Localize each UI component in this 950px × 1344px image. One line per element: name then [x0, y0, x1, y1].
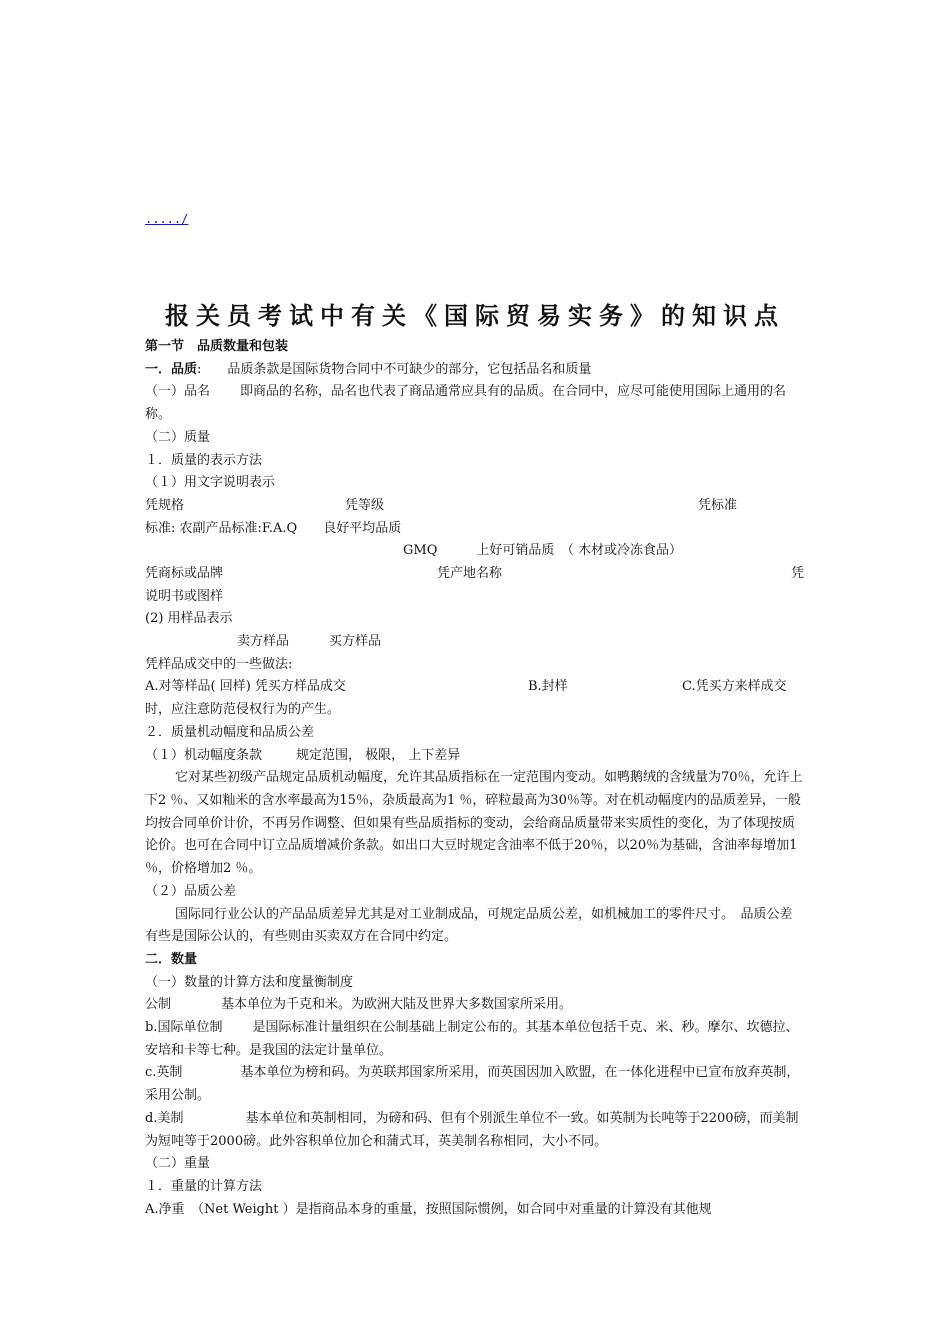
standard-note: 标准: 农副产品标准:F.A.Q 良好平均品质: [145, 520, 402, 536]
metric-text: 基本单位为千克和米。为欧洲大陆及世界大多数国家所采用。: [221, 997, 573, 1013]
sample-type-row: [145, 631, 805, 654]
brand-row: [145, 563, 805, 586]
quantity-heading: 二．数量: [145, 951, 198, 967]
weight-label: （二）重量: [145, 1156, 211, 1172]
buyer-sample: 买方样品: [329, 634, 382, 650]
practice-c: C.凭买方来样成交: [682, 679, 787, 695]
document-body: [145, 336, 805, 1221]
by-grade: 凭等级: [345, 497, 385, 513]
british-label: c.英制: [145, 1065, 183, 1081]
seller-sample: 卖方样品: [237, 634, 290, 650]
by-text-description: （１）用文字说明表示: [145, 475, 276, 491]
quality-heading: 一．品质: [145, 361, 198, 377]
spec-row: [145, 495, 805, 518]
quality-method-title: １．质量的表示方法: [145, 452, 263, 468]
tolerance-paragraph: 国际同行业公认的产品品质差异尤其是对工业制成品，可规定品质公差，如机械加工的零件尺寸。 品质公差有些是国际公认的，有些则由买卖双方在合同中约定。: [145, 906, 793, 945]
quality-heading-text: : 品质条款是国际货物合同中不可缺少的部分，它包括品名和质量: [197, 361, 592, 377]
by-description-rest: 说明书或图样: [145, 588, 224, 604]
practice-c-rest: 时，应注意防范侵权行为的产生。: [145, 702, 341, 718]
latitude-paragraph: 它对某些初级产品规定品质机动幅度，允许其品质指标在一定范围内变动。如鸭鹅绒的含绒量为70％，允许上下2 ％、又如籼米的含水率最高为15％，杂质最高为1 ％，碎粒最高为30％等。对在机动幅度内的品质差异，一般均按合同单价计价，不再另作调整、但如果有些品质指标的变动，会给商品质量带来实质性的变化，为了体现按质论价。也可在合同中订立品质增减价条款。如出口大豆时规定含油率不低于20％，以20％为基础，含油率每增加1 ％，价格增加2 ％。: [145, 770, 803, 877]
latitude-terms: 规定范围， 极限， 上下差异: [296, 747, 461, 763]
section-heading: 第一节 品质数量和包装: [145, 339, 289, 354]
us-label: d.美制: [145, 1110, 184, 1126]
us-text: 基本单位和英制相同，为磅和码、但有个别派生单位不一致。如英制为长吨等于2200磅，而美制为短吨等于2000磅。此外容积单位加仑和蒲式耳，英美制名称相同，大小不同。: [145, 1110, 799, 1149]
us-paragraph: [145, 1108, 805, 1153]
si-paragraph: [145, 1017, 805, 1062]
british-text: 基本单位为榜和码。为英联邦国家所采用，而英国因加入欧盟，在一体化进程中已宣布放弃英制，采用公制。: [145, 1065, 800, 1104]
product-name-label: （一）品名: [145, 384, 211, 400]
sample-practices: 凭样品成交中的一些做法:: [145, 656, 293, 672]
gmq-row: [145, 540, 805, 563]
gmq-text: GMQ 上好可销品质 （ 木材或冷冻食品）: [403, 543, 682, 559]
latitude-line: [145, 745, 805, 768]
by-brand: 凭商标或品牌: [145, 566, 224, 581]
latitude-label: （１）机动幅度条款: [145, 747, 263, 763]
header-link[interactable]: ...../: [145, 212, 189, 226]
by-origin: 凭产地名称: [437, 566, 503, 581]
net-weight: A.净重 （Net Weight ）是指商品本身的重量，按照国际惯例，如合同中对重量的计算没有其他规: [145, 1201, 712, 1217]
practice-b: B.封样: [528, 679, 568, 695]
product-name-text: 即商品的名称，品名也代表了商品通常应具有的品质。在合同中，应尽可能使用国际上通用的名称。: [145, 384, 787, 423]
metric-line: [145, 994, 805, 1017]
by-description-start: 凭: [791, 566, 805, 581]
measurement-system-title: （一）数量的计算方法和度量衡制度: [145, 974, 354, 990]
tolerance-label: （２）品质公差: [145, 883, 237, 899]
practice-row: [145, 676, 805, 699]
si-label: b.国际单位制: [145, 1020, 223, 1036]
si-text: 是国际标准计量组织在公制基础上制定公布的。其基本单位包括千克、米、秒。摩尔、坎德拉、安培和卡等七种。是我国的法定计量单位。: [145, 1020, 799, 1058]
product-name-paragraph: [145, 381, 805, 426]
by-sample: (2) 用样品表示: [145, 611, 233, 627]
quality-heading-line: [145, 359, 805, 382]
quality-label: （二）质量: [145, 429, 211, 445]
by-standard: 凭标准: [698, 497, 738, 513]
british-paragraph: [145, 1062, 805, 1107]
document-title: 报关员考试中有关《国际贸易实务》的知识点: [165, 302, 785, 330]
metric-label: 公制: [145, 997, 172, 1013]
tolerance-title: ２．质量机动幅度和品质公差: [145, 724, 315, 740]
weight-method: １．重量的计算方法: [145, 1178, 263, 1194]
by-spec: 凭规格: [145, 497, 185, 513]
practice-a: A.对等样品( 回样) 凭买方样品成交: [145, 679, 346, 695]
